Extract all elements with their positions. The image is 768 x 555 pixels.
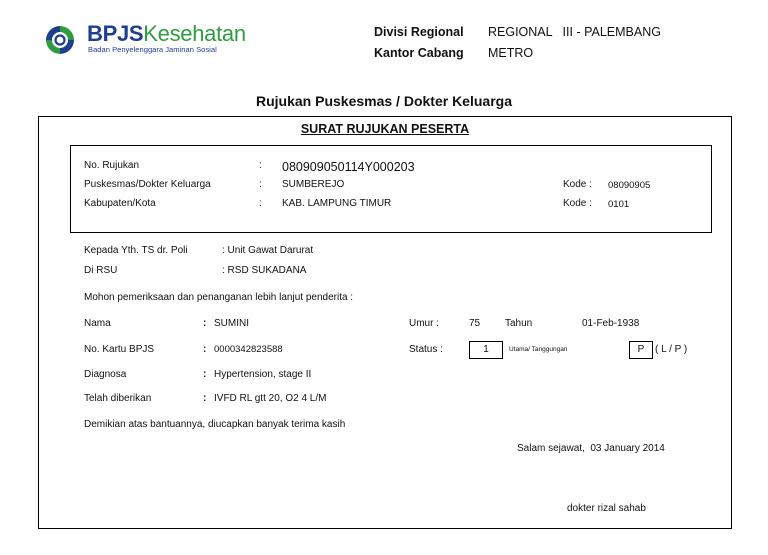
kepada-value: : Unit Gawat Darurat <box>222 245 314 256</box>
kode-kabupaten: 0101 <box>608 199 630 210</box>
kantor-label: Kantor Cabang <box>374 46 464 60</box>
umur-label: Umur : <box>409 318 439 329</box>
document-title: Rujukan Puskesmas / Dokter Keluarga <box>256 93 512 109</box>
divisi-label: Divisi Regional <box>374 25 464 39</box>
diagnosa-label: Diagnosa <box>84 369 127 380</box>
nama-label: Nama <box>84 318 111 329</box>
brand-part2: Kesehatan <box>143 21 246 46</box>
colon: : <box>259 160 262 171</box>
salam-date: Salam sejawat, 03 January 2014 <box>517 443 665 454</box>
sex-value: P <box>629 341 653 359</box>
colon: : <box>203 393 207 404</box>
nama-value: SUMINI <box>214 318 249 329</box>
closing-text: Demikian atas bantuannya, diucapkan banyak terima kasih <box>84 419 346 430</box>
divisi-value: REGIONAL III - PALEMBANG <box>488 25 661 39</box>
no-rujukan-value: 080909050114Y000203 <box>282 160 415 174</box>
kode-label: Kode : <box>563 179 592 190</box>
kabupaten-label: Kabupaten/Kota <box>84 198 156 209</box>
colon: : <box>203 318 207 329</box>
status-description: Utama/ Tanggungan <box>509 346 568 353</box>
puskesmas-label: Puskesmas/Dokter Keluarga <box>84 179 211 190</box>
colon: : <box>259 198 262 209</box>
birth-date: 01-Feb-1938 <box>582 318 640 329</box>
diagnosa-value: Hypertension, stage II <box>214 369 312 380</box>
colon: : <box>259 179 262 190</box>
brand-part1: BPJS <box>87 21 144 46</box>
kepada-label: Kepada Yth. TS dr. Poli <box>84 245 188 256</box>
telah-label: Telah diberikan <box>84 393 152 404</box>
brand-tagline: Badan Penyelenggara Jaminan Sosial <box>88 45 217 54</box>
kode-label: Kode : <box>563 198 592 209</box>
kode-puskesmas: 08090905 <box>608 180 651 191</box>
no-rujukan-label: No. Rujukan <box>84 160 140 171</box>
request-text: Mohon pemeriksaan dan penanganan lebih lanjut penderita : <box>84 292 354 303</box>
kantor-value: METRO <box>488 46 534 60</box>
sex-options: ( L / P ) <box>655 344 688 355</box>
colon: : <box>203 369 207 380</box>
telah-value: IVFD RL gtt 20, O2 4 L/M <box>214 393 327 404</box>
status-value: 1 <box>469 341 503 359</box>
status-label: Status : <box>409 344 443 355</box>
kartu-label: No. Kartu BPJS <box>84 344 155 355</box>
brand-name <box>87 21 246 47</box>
letter-subtitle: SURAT RUJUKAN PESERTA <box>300 122 470 136</box>
kabupaten-value: KAB. LAMPUNG TIMUR <box>282 198 392 209</box>
rsu-value: : RSD SUKADANA <box>222 265 307 276</box>
rsu-label: Di RSU <box>84 265 118 276</box>
bpjs-logo-icon <box>44 24 76 56</box>
signer-name: dokter rizal sahab <box>567 503 646 514</box>
puskesmas-value: SUMBEREJO <box>282 179 345 190</box>
kartu-value: 0000342823588 <box>214 344 283 355</box>
colon: : <box>203 344 207 355</box>
tahun-label: Tahun <box>505 318 533 329</box>
umur-value: 75 <box>469 318 481 329</box>
